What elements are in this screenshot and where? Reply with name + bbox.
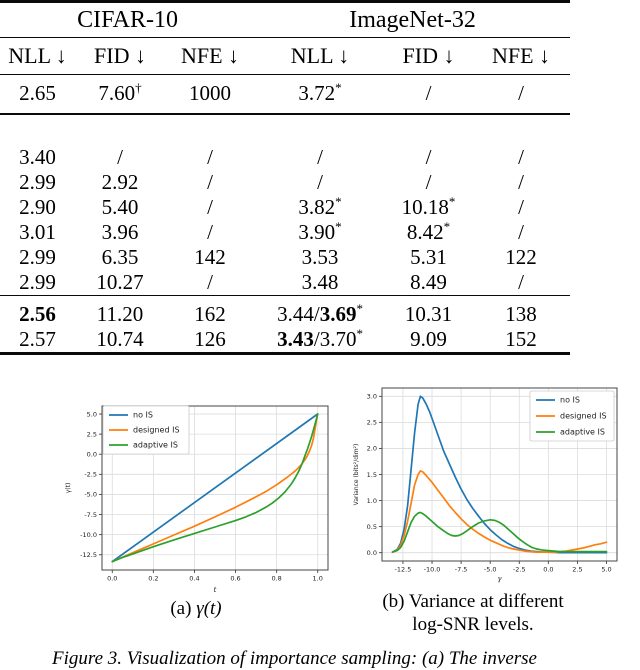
cell-text: 2.65 [19,81,56,106]
table-cell [472,195,570,220]
cell-text: 10.27 [96,269,144,294]
table-cell [75,170,165,195]
cell-text: / [207,219,213,244]
table-cell [0,245,75,270]
table-row [0,220,570,245]
x-tick-label: 0.8 [271,574,282,583]
cell-text: / [317,169,323,194]
cell-text: / [518,144,524,169]
table-cell [0,220,75,245]
table-group-header-row [0,2,570,38]
table-row [0,195,570,220]
x-tick-label: -2.5 [512,565,526,574]
results-table-wrap [0,0,570,355]
table-row [0,270,570,296]
y-axis-label: γ(t) [65,482,72,494]
cell-text: 3.69 [319,301,357,326]
cell-text: /3.70 [313,326,357,351]
cell-text: 2.99 [19,169,56,194]
cell-text: * [335,80,342,96]
legend-label: adaptive IS [133,440,178,450]
table-cell [385,295,472,327]
table-cell [75,114,165,145]
x-tick-label: 1.0 [312,574,323,583]
cell-text: / [425,144,432,169]
x-tick-label: 0.6 [230,574,241,583]
series-line-adaptive-IS [393,513,607,553]
cell-text: 152 [505,326,537,351]
cell-text: 2.90 [19,194,56,219]
cell-text: 3.72 [298,81,336,106]
table-cell [0,270,75,296]
table-cell [255,295,385,327]
cell-text: / [518,194,524,219]
cell-text: 3.40 [19,144,56,169]
table-cell [472,295,570,327]
y-tick-label: 2.5 [366,418,377,427]
column-header: NFE ↓ [492,43,551,68]
cell-text: † [135,80,142,96]
table-cell [472,75,570,114]
y-tick-label: 0.0 [86,450,97,459]
table-row [0,145,570,170]
table-cell [165,245,255,270]
y-tick-label: 2.5 [86,430,97,439]
cell-text: 1000 [189,81,232,106]
x-tick-label: 0.4 [189,574,200,583]
column-header: NLL ↓ [290,43,350,68]
group-header: CIFAR-10 [77,6,178,33]
cell-text: / [425,169,432,194]
y-tick-label: 0.5 [366,522,377,531]
chart-variance-log-snr [345,375,640,587]
table-cell [75,145,165,170]
legend-label: designed IS [133,425,180,435]
table-cell [75,295,165,327]
table-cell [165,270,255,296]
cell-text: 122 [505,244,537,269]
table-cell [165,114,255,145]
table-cell [165,75,255,114]
table-cell [472,114,570,145]
x-axis-label: t [213,586,217,594]
table-cell [0,195,75,220]
cell-text: 8.49 [410,269,447,294]
subcaption-a-prefix: (a) [170,598,197,619]
x-tick-label: 0.2 [148,574,159,583]
cell-text: 7.60 [98,81,136,106]
cell-text: / [117,144,123,169]
table-cell [255,270,385,296]
table-cell [255,145,385,170]
y-tick-label: 1.5 [366,470,377,479]
cell-text: 2.56 [19,301,56,326]
table-cell [255,75,385,114]
table-cell [0,114,75,145]
table-cell [75,195,165,220]
cell-text: 2.92 [101,169,139,194]
y-tick-label: 2.0 [366,444,377,453]
subcaption-a-math: γ(t) [196,598,222,619]
cell-text: 3.53 [301,244,339,269]
cell-text: 9.09 [410,326,447,351]
subcaption-b-line1: (b) Variance at different [382,591,564,612]
table-cell [472,145,570,170]
table-cell [255,220,385,245]
table-cell [165,170,255,195]
cell-text: 3.96 [101,219,139,244]
table-cell [165,220,255,245]
table-row [0,75,570,114]
table-cell [385,245,472,270]
cell-text: * [335,193,342,209]
table-cell [75,245,165,270]
subcaption-b [353,590,593,636]
cell-text: 5.31 [410,244,447,269]
cell-text: * [443,218,451,234]
cell-text: / [317,144,323,169]
y-tick-label: -2.5 [84,470,97,479]
cell-text: / [207,269,213,294]
cell-text: 162 [194,301,226,326]
table-cell [75,220,165,245]
table-cell [385,270,472,296]
cell-text: 2.99 [19,244,56,269]
cell-text: 3.43 [277,326,314,351]
column-header: NLL ↓ [8,43,67,68]
cell-text: 10.31 [404,301,453,326]
table-cell [255,245,385,270]
table-cell [0,75,75,114]
cell-text: * [335,218,342,234]
cell-text: 2.99 [19,269,56,294]
cell-text: * [356,325,363,341]
cell-text: / [207,144,213,169]
y-tick-label: 0.0 [366,548,377,557]
table-row [0,245,570,270]
table-cell [385,220,472,245]
y-tick-label: 5.0 [86,410,97,419]
cell-text: / [518,81,524,106]
table-row [0,295,570,327]
x-tick-label: 2.5 [572,565,583,574]
table-cell [75,270,165,296]
table-cell [385,75,472,114]
cell-text: / [518,219,524,244]
column-header: NFE ↓ [180,43,240,68]
cell-text: / [207,169,213,194]
table-cell [165,145,255,170]
table-cell [75,75,165,114]
subcaption-b-line2: log-SNR levels. [412,614,534,635]
table-cell [165,295,255,327]
cell-text: / [425,81,432,106]
x-tick-label: 0.0 [543,565,554,574]
x-tick-label: -7.5 [454,565,468,574]
table-cell [165,327,255,354]
cell-text: / [518,169,524,194]
cell-text: 3.90 [298,219,336,244]
table-cell [385,170,472,195]
cell-text: 10.18 [401,194,449,219]
table-cell [75,327,165,354]
x-axis-label: γ [497,575,502,583]
x-tick-label: -5.0 [483,565,497,574]
y-tick-label: 1.0 [366,496,377,505]
cell-text: 3.82 [298,194,336,219]
table-spacer-row [0,114,570,145]
y-tick-label: 3.0 [366,392,377,401]
table-cell [0,145,75,170]
table-cell [255,195,385,220]
table-cell [472,220,570,245]
cell-text: * [356,300,363,316]
table-cell [472,327,570,354]
x-tick-label: 5.0 [601,565,612,574]
table-cell [385,114,472,145]
table-cell [472,245,570,270]
cell-text: 8.42 [406,219,444,244]
table-cell [255,327,385,354]
y-axis-label: Variance (bits²/dim²) [353,443,360,506]
table-cell [385,327,472,354]
y-tick-label: -12.5 [80,551,97,560]
results-table [0,0,570,355]
table-cell [472,270,570,296]
cell-text: 11.20 [96,301,144,326]
group-header: ImageNet-32 [349,6,476,33]
table-cell [385,195,472,220]
y-tick-label: -10.0 [80,530,97,539]
cell-text: / [518,269,524,294]
table-cell [165,195,255,220]
table-cell [385,145,472,170]
cell-text: 142 [194,244,226,269]
table-cell [472,170,570,195]
table-cell [0,295,75,327]
cell-text: 5.40 [101,194,139,219]
cell-text: * [448,193,456,209]
legend-label: no IS [560,395,580,405]
table-column-header-row [0,38,570,75]
legend-label: adaptive IS [560,427,605,437]
table-row [0,327,570,354]
legend-label: no IS [133,410,153,420]
y-tick-label: -5.0 [84,490,97,499]
subcaption-a [96,597,296,620]
cell-text: 6.35 [101,244,139,269]
cell-text: 10.74 [96,326,144,351]
x-tick-label: 0.0 [107,574,118,583]
cell-text: 126 [194,326,226,351]
table-cell [255,170,385,195]
y-tick-label: -7.5 [84,510,97,519]
table-cell [255,114,385,145]
figure-caption-clipped: Figure 3. Visualization of importance sampling: (a) The inverse [52,648,537,669]
column-header: FID ↓ [94,43,146,68]
cell-text: 3.44/ [277,301,320,326]
legend-label: designed IS [560,411,607,421]
cell-text: / [207,194,213,219]
table-row [0,170,570,195]
x-tick-label: -12.5 [394,565,412,574]
chart-gamma-of-t [55,388,345,595]
cell-text: 138 [505,301,537,326]
cell-text: 3.48 [301,269,339,294]
cell-text: 2.57 [19,326,56,351]
x-tick-label: -10.0 [423,565,441,574]
table-cell [0,327,75,354]
series-line-designed-IS [393,471,607,552]
column-header: FID ↓ [402,43,455,68]
cell-text: 3.01 [19,219,56,244]
table-cell [0,170,75,195]
